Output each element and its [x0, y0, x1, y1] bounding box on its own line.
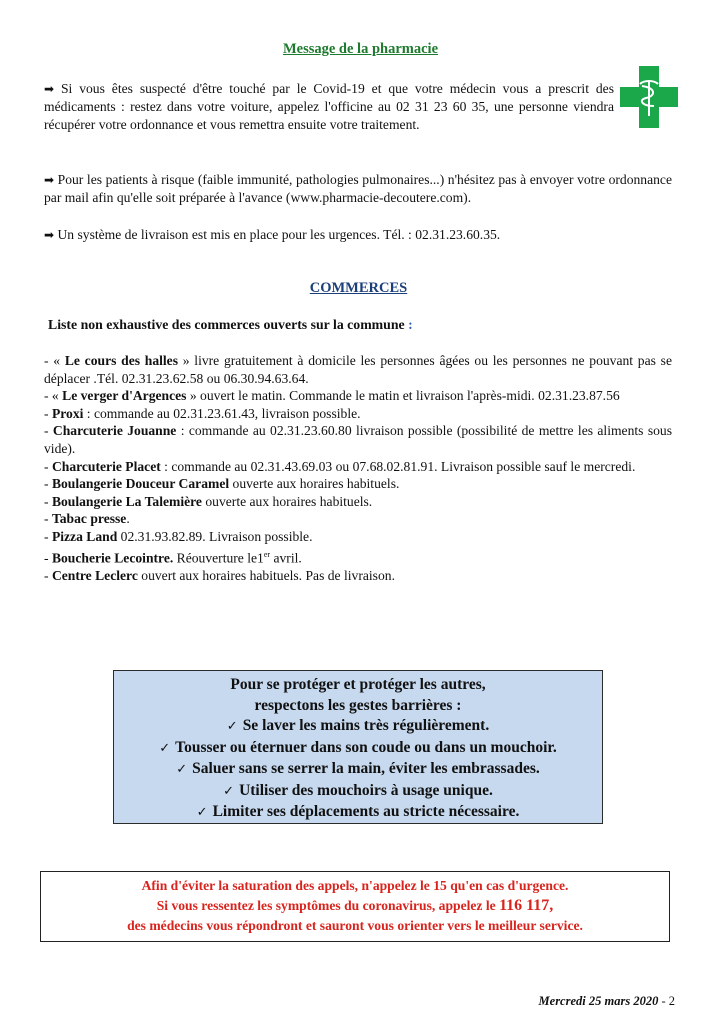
checkmark-icon: ✓ [176, 762, 188, 777]
barrier-item: ✓ Se laver les mains très régulièrement. [226, 717, 490, 734]
list-item: - Boulangerie La Talemière ouverte aux horaires habituels. [44, 493, 373, 509]
pharmacy-cross-icon [620, 66, 678, 128]
hotline-number: 116 117, [499, 897, 554, 914]
page-number: - 2 [658, 994, 675, 1008]
barrier-item: ✓ Utiliser des mouchoirs à usage unique. [223, 781, 493, 799]
checkmark-icon: ✓ [223, 783, 235, 799]
checkmark-icon: ✓ [159, 740, 171, 756]
footer-date: Mercredi 25 mars 2020 [538, 994, 659, 1008]
pharmacy-paragraph-1: ➡ Si vous êtes suspecté d'être touché par le Covid-19 et que votre médecin vous a prescrit des médicaments : restez dans votre voiture, appelez l'officine au 02 31 23 60 35, une personne viendra récupérer votre ordonnance et vous remettra ensuite votre traitement. [44, 81, 614, 132]
pharmacy-paragraph-3: ➡ Un système de livraison est mis en place pour les urgences. Tél. : 02.31.23.60.35. [44, 227, 501, 242]
list-item: - Boulangerie Douceur Caramel ouverte aux horaires habituels. [44, 476, 400, 492]
commerces-list-heading: Liste non exhaustive des commerces ouverts sur la commune : [48, 317, 413, 332]
alert-line-1: Afin d'éviter la saturation des appels, n'appelez le 15 qu'en cas d'urgence. [141, 878, 569, 893]
pharmacy-title: Message de la pharmacie [282, 41, 439, 57]
arrow-right-icon: ➡ [44, 173, 55, 187]
list-item: - Pizza Land 02.31.93.82.89. Livraison possible. [44, 528, 313, 544]
emergency-alert-box [40, 871, 670, 942]
checkmark-icon: ✓ [196, 805, 208, 820]
page-footer [539, 994, 675, 1009]
list-item: - Tabac presse. [44, 511, 130, 527]
arrow-right-icon: ➡ [44, 228, 55, 242]
barrier-title-line-1: Pour se protéger et protéger les autres, [230, 676, 486, 693]
barrier-item: ✓ Tousser ou éternuer dans son coude ou dans un mouchoir. [159, 738, 557, 756]
checkmark-icon: ✓ [226, 719, 238, 734]
pharmacy-paragraph-2: ➡ Pour les patients à risque (faible immunité, pathologies pulmonaires...) n'hésitez pas à envoyer votre ordonnance par mail afin qu'elle soit préparée à l'avance (www.pharmacie-decoutere.com). [44, 172, 672, 206]
list-item: - Boucherie Lecointre. Réouverture le1er avril. [44, 549, 302, 566]
barrier-gestures-box [113, 670, 603, 824]
list-item: - « Le cours des halles » livre gratuitement à domicile les personnes âgées ou les personnes ne pouvant pas se déplacer .Tél. 02.31.23.62.58 ou 06.30.94.63.64. [44, 353, 672, 386]
barrier-title-line-2: respectons les gestes barrières : [254, 696, 462, 714]
list-item: - Charcuterie Jouanne : commande au 02.31.23.60.80 livraison possible (possibilité de mettre les aliments sous vide). [44, 423, 672, 456]
alert-line-3: des médecins vous répondront et sauront vous orienter vers le meilleur service. [127, 918, 583, 933]
alert-line-2: Si vous ressentez les symptômes du coronavirus, appelez le 116 117, [156, 897, 554, 914]
list-item: - Centre Leclerc ouvert aux horaires habituels. Pas de livraison. [44, 567, 395, 583]
shops-list [44, 352, 672, 584]
barrier-item: ✓ Limiter ses déplacements au stricte nécessaire. [196, 803, 520, 820]
barrier-item: ✓ Saluer sans se serrer la main, éviter les embrassades. [176, 760, 540, 777]
list-item: - Proxi : commande au 02.31.23.61.43, livraison possible. [44, 405, 361, 421]
commerces-title: COMMERCES [309, 280, 408, 296]
list-item: - Charcuterie Placet : commande au 02.31.43.69.03 ou 07.68.02.81.91. Livraison possible sauf le mercredi. [44, 458, 636, 474]
list-item: - « Le verger d'Argences » ouvert le matin. Commande le matin et livraison l'après-midi. 02.31.23.87.56 [44, 388, 620, 404]
arrow-right-icon: ➡ [44, 82, 55, 96]
